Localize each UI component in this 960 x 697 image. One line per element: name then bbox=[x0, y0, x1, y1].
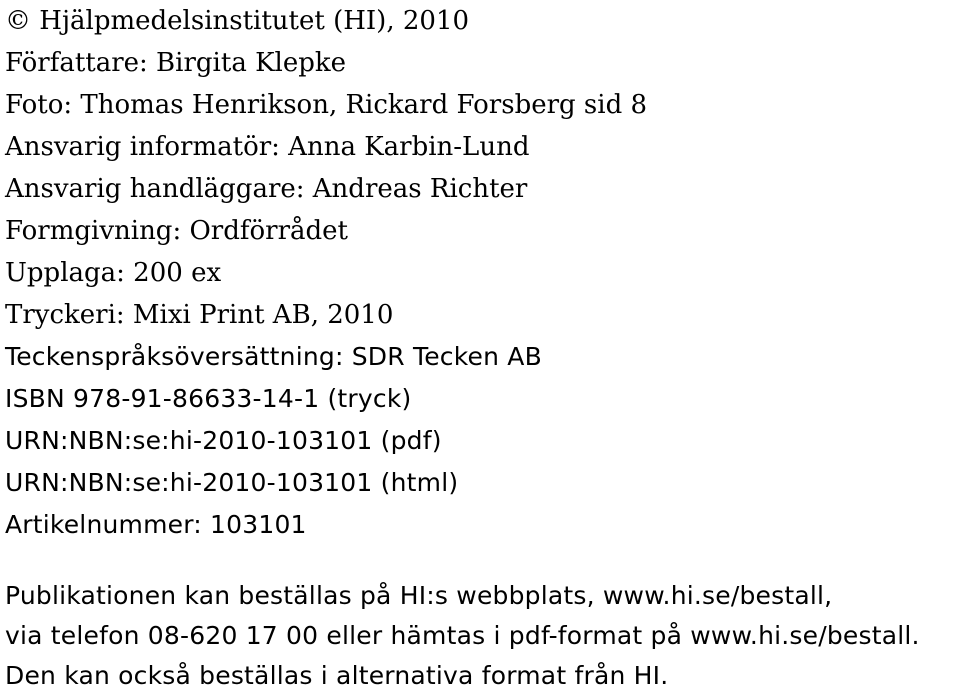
photo-credit-line: Foto: Thomas Henrikson, Rickard Forsberg sid 8 bbox=[5, 90, 648, 120]
design-line: Formgivning: Ordförrådet bbox=[5, 216, 348, 246]
urn-pdf-line: URN:NBN:se:hi-2010-103101 (pdf) bbox=[5, 426, 442, 455]
ordering-line-2: via telefon 08-620 17 00 eller hämtas i pdf-format på www.hi.se/bestall. bbox=[5, 621, 920, 650]
ordering-line-1: Publikationen kan beställas på HI:s webbplats, www.hi.se/bestall, bbox=[5, 581, 833, 610]
article-number-line: Artikelnummer: 103101 bbox=[5, 510, 307, 539]
section-spacer bbox=[5, 546, 955, 576]
responsible-officer-line: Ansvarig handläggare: Andreas Richter bbox=[5, 174, 528, 204]
ordering-info bbox=[5, 576, 955, 696]
urn-html-line: URN:NBN:se:hi-2010-103101 (html) bbox=[5, 468, 459, 497]
printer-line: Tryckeri: Mixi Print AB, 2010 bbox=[5, 300, 394, 330]
colophon bbox=[5, 0, 955, 696]
copyright-line: © Hjälpmedelsinstitutet (HI), 2010 bbox=[5, 6, 470, 36]
sign-language-line: Teckenspråksöversättning: SDR Tecken AB bbox=[5, 342, 542, 371]
ordering-line-3: Den kan också beställas i alternativa format från HI. bbox=[5, 661, 669, 690]
isbn-line: ISBN 978-91-86633-14-1 (tryck) bbox=[5, 384, 412, 413]
edition-line: Upplaga: 200 ex bbox=[5, 258, 222, 288]
author-line: Författare: Birgita Klepke bbox=[5, 48, 346, 78]
responsible-informant-line: Ansvarig informatör: Anna Karbin-Lund bbox=[5, 132, 530, 162]
